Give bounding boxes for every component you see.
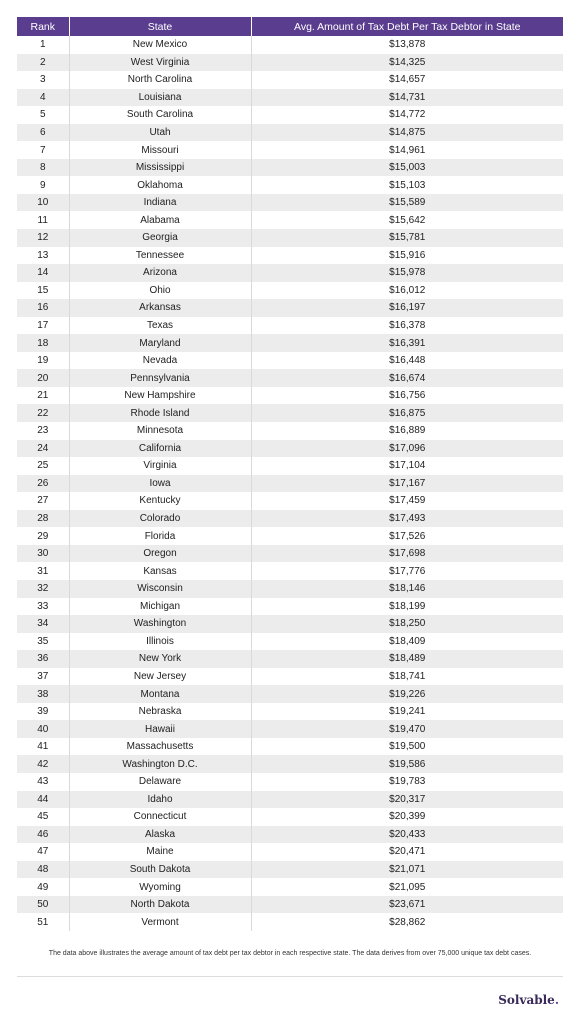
amount-cell: $17,776 — [251, 562, 563, 580]
state-cell: Florida — [69, 527, 251, 545]
rank-cell: 12 — [17, 229, 69, 247]
state-cell: Alaska — [69, 826, 251, 844]
state-cell: Georgia — [69, 229, 251, 247]
rank-cell: 8 — [17, 159, 69, 177]
rank-cell: 38 — [17, 685, 69, 703]
rank-cell: 22 — [17, 404, 69, 422]
state-cell: Massachusetts — [69, 738, 251, 756]
state-cell: Connecticut — [69, 808, 251, 826]
rank-cell: 17 — [17, 317, 69, 335]
amount-cell: $16,012 — [251, 282, 563, 300]
rank-cell: 45 — [17, 808, 69, 826]
table-row — [17, 71, 563, 89]
ranking-table-container — [17, 17, 563, 931]
state-cell: South Carolina — [69, 106, 251, 124]
amount-cell: $16,391 — [251, 334, 563, 352]
state-cell: Delaware — [69, 773, 251, 791]
rank-cell: 28 — [17, 510, 69, 528]
table-row — [17, 650, 563, 668]
amount-cell: $15,103 — [251, 176, 563, 194]
table-row — [17, 615, 563, 633]
state-cell: New Mexico — [69, 36, 251, 54]
state-cell: Louisiana — [69, 89, 251, 107]
amount-cell: $17,167 — [251, 475, 563, 493]
footnote: The data above illustrates the average amount of tax debt per tax debtor in each respective state. The data derives from over 75,000 unique tax debt cases. — [48, 950, 532, 957]
rank-cell: 33 — [17, 598, 69, 616]
state-cell: New Hampshire — [69, 387, 251, 405]
table-row — [17, 282, 563, 300]
amount-cell: $20,433 — [251, 826, 563, 844]
amount-cell: $21,071 — [251, 861, 563, 879]
state-cell: California — [69, 440, 251, 458]
table-row — [17, 913, 563, 931]
state-cell: Washington — [69, 615, 251, 633]
rank-cell: 19 — [17, 352, 69, 370]
state-cell: Hawaii — [69, 720, 251, 738]
amount-cell: $20,471 — [251, 843, 563, 861]
rank-cell: 27 — [17, 492, 69, 510]
amount-cell: $23,671 — [251, 896, 563, 914]
table-row — [17, 404, 563, 422]
amount-cell: $18,741 — [251, 668, 563, 686]
table-row — [17, 141, 563, 159]
table-row — [17, 106, 563, 124]
state-cell: Maine — [69, 843, 251, 861]
amount-cell: $20,399 — [251, 808, 563, 826]
solvable-logo — [498, 993, 559, 1007]
tax-debt-ranking-table — [17, 17, 563, 931]
state-cell: Colorado — [69, 510, 251, 528]
rank-cell: 41 — [17, 738, 69, 756]
amount-column-header: Avg. Amount of Tax Debt Per Tax Debtor in State — [251, 17, 563, 36]
amount-cell: $15,781 — [251, 229, 563, 247]
rank-cell: 37 — [17, 668, 69, 686]
rank-cell: 49 — [17, 878, 69, 896]
state-cell: North Dakota — [69, 896, 251, 914]
state-cell: Alabama — [69, 211, 251, 229]
amount-cell: $17,493 — [251, 510, 563, 528]
table-row — [17, 755, 563, 773]
rank-cell: 15 — [17, 282, 69, 300]
rank-cell: 31 — [17, 562, 69, 580]
amount-cell: $19,226 — [251, 685, 563, 703]
rank-cell: 4 — [17, 89, 69, 107]
amount-cell: $18,409 — [251, 633, 563, 651]
table-row — [17, 334, 563, 352]
rank-cell: 51 — [17, 913, 69, 931]
divider — [17, 976, 563, 977]
rank-cell: 20 — [17, 369, 69, 387]
state-column-header: State — [69, 17, 251, 36]
table-row — [17, 527, 563, 545]
rank-cell: 34 — [17, 615, 69, 633]
rank-cell: 32 — [17, 580, 69, 598]
rank-cell: 21 — [17, 387, 69, 405]
amount-cell: $17,104 — [251, 457, 563, 475]
rank-cell: 7 — [17, 141, 69, 159]
table-row — [17, 580, 563, 598]
amount-cell: $14,875 — [251, 124, 563, 142]
table-row — [17, 36, 563, 54]
state-cell: New Jersey — [69, 668, 251, 686]
table-row — [17, 633, 563, 651]
table-row — [17, 826, 563, 844]
state-cell: Kansas — [69, 562, 251, 580]
state-cell: Idaho — [69, 791, 251, 809]
table-row — [17, 176, 563, 194]
rank-cell: 29 — [17, 527, 69, 545]
state-cell: Missouri — [69, 141, 251, 159]
state-cell: West Virginia — [69, 54, 251, 72]
state-cell: Arizona — [69, 264, 251, 282]
table-row — [17, 720, 563, 738]
amount-cell: $16,378 — [251, 317, 563, 335]
table-row — [17, 422, 563, 440]
table-row — [17, 264, 563, 282]
rank-cell: 1 — [17, 36, 69, 54]
table-row — [17, 317, 563, 335]
amount-cell: $14,731 — [251, 89, 563, 107]
amount-cell: $19,500 — [251, 738, 563, 756]
table-row — [17, 545, 563, 563]
amount-cell: $18,146 — [251, 580, 563, 598]
state-cell: Illinois — [69, 633, 251, 651]
amount-cell: $16,889 — [251, 422, 563, 440]
rank-cell: 2 — [17, 54, 69, 72]
rank-cell: 48 — [17, 861, 69, 879]
amount-cell: $19,783 — [251, 773, 563, 791]
rank-cell: 5 — [17, 106, 69, 124]
rank-cell: 10 — [17, 194, 69, 212]
rank-cell: 24 — [17, 440, 69, 458]
table-row — [17, 89, 563, 107]
amount-cell: $19,470 — [251, 720, 563, 738]
state-cell: Wisconsin — [69, 580, 251, 598]
table-row — [17, 352, 563, 370]
amount-cell: $18,489 — [251, 650, 563, 668]
header-row — [17, 17, 563, 36]
table-row — [17, 457, 563, 475]
state-cell: Tennessee — [69, 247, 251, 265]
state-cell: Rhode Island — [69, 404, 251, 422]
state-cell: Oklahoma — [69, 176, 251, 194]
rank-cell: 50 — [17, 896, 69, 914]
state-cell: Washington D.C. — [69, 755, 251, 773]
table-row — [17, 229, 563, 247]
amount-cell: $15,589 — [251, 194, 563, 212]
state-cell: North Carolina — [69, 71, 251, 89]
table-row — [17, 738, 563, 756]
amount-cell: $18,250 — [251, 615, 563, 633]
state-cell: Vermont — [69, 913, 251, 931]
table-row — [17, 299, 563, 317]
amount-cell: $17,096 — [251, 440, 563, 458]
table-row — [17, 387, 563, 405]
table-row — [17, 668, 563, 686]
rank-cell: 39 — [17, 703, 69, 721]
rank-cell: 14 — [17, 264, 69, 282]
amount-cell: $14,772 — [251, 106, 563, 124]
rank-cell: 47 — [17, 843, 69, 861]
table-row — [17, 843, 563, 861]
state-cell: Minnesota — [69, 422, 251, 440]
rank-cell: 46 — [17, 826, 69, 844]
table-row — [17, 194, 563, 212]
rank-cell: 44 — [17, 791, 69, 809]
table-row — [17, 475, 563, 493]
table-row — [17, 54, 563, 72]
rank-cell: 18 — [17, 334, 69, 352]
rank-cell: 43 — [17, 773, 69, 791]
state-cell: Mississippi — [69, 159, 251, 177]
amount-cell: $19,586 — [251, 755, 563, 773]
rank-cell: 26 — [17, 475, 69, 493]
rank-column-header: Rank — [17, 17, 69, 36]
table-row — [17, 211, 563, 229]
table-row — [17, 773, 563, 791]
state-cell: Wyoming — [69, 878, 251, 896]
logo-text: Solvable — [498, 993, 555, 1007]
rank-cell: 13 — [17, 247, 69, 265]
amount-cell: $16,875 — [251, 404, 563, 422]
table-row — [17, 878, 563, 896]
state-cell: New York — [69, 650, 251, 668]
table-row — [17, 492, 563, 510]
table-row — [17, 685, 563, 703]
state-cell: Utah — [69, 124, 251, 142]
table-body — [17, 36, 563, 931]
table-row — [17, 510, 563, 528]
amount-cell: $16,756 — [251, 387, 563, 405]
state-cell: Iowa — [69, 475, 251, 493]
rank-cell: 40 — [17, 720, 69, 738]
amount-cell: $21,095 — [251, 878, 563, 896]
rank-cell: 9 — [17, 176, 69, 194]
state-cell: Kentucky — [69, 492, 251, 510]
table-row — [17, 896, 563, 914]
state-cell: South Dakota — [69, 861, 251, 879]
rank-cell: 30 — [17, 545, 69, 563]
state-cell: Virginia — [69, 457, 251, 475]
table-row — [17, 369, 563, 387]
amount-cell: $16,448 — [251, 352, 563, 370]
rank-cell: 42 — [17, 755, 69, 773]
amount-cell: $17,459 — [251, 492, 563, 510]
rank-cell: 16 — [17, 299, 69, 317]
amount-cell: $15,003 — [251, 159, 563, 177]
state-cell: Nevada — [69, 352, 251, 370]
table-row — [17, 598, 563, 616]
rank-cell: 3 — [17, 71, 69, 89]
state-cell: Michigan — [69, 598, 251, 616]
logo-dot: . — [554, 993, 559, 1007]
state-cell: Indiana — [69, 194, 251, 212]
state-cell: Pennsylvania — [69, 369, 251, 387]
state-cell: Nebraska — [69, 703, 251, 721]
state-cell: Arkansas — [69, 299, 251, 317]
amount-cell: $16,674 — [251, 369, 563, 387]
table-row — [17, 159, 563, 177]
amount-cell: $15,916 — [251, 247, 563, 265]
state-cell: Oregon — [69, 545, 251, 563]
rank-cell: 6 — [17, 124, 69, 142]
amount-cell: $13,878 — [251, 36, 563, 54]
state-cell: Ohio — [69, 282, 251, 300]
amount-cell: $14,657 — [251, 71, 563, 89]
amount-cell: $15,642 — [251, 211, 563, 229]
rank-cell: 35 — [17, 633, 69, 651]
table-row — [17, 124, 563, 142]
table-header — [17, 17, 563, 36]
state-cell: Maryland — [69, 334, 251, 352]
amount-cell: $19,241 — [251, 703, 563, 721]
rank-cell: 23 — [17, 422, 69, 440]
amount-cell: $18,199 — [251, 598, 563, 616]
amount-cell: $16,197 — [251, 299, 563, 317]
table-row — [17, 791, 563, 809]
table-row — [17, 440, 563, 458]
amount-cell: $28,862 — [251, 913, 563, 931]
table-row — [17, 861, 563, 879]
table-row — [17, 247, 563, 265]
state-cell: Montana — [69, 685, 251, 703]
amount-cell: $17,698 — [251, 545, 563, 563]
amount-cell: $20,317 — [251, 791, 563, 809]
table-row — [17, 703, 563, 721]
rank-cell: 11 — [17, 211, 69, 229]
state-cell: Texas — [69, 317, 251, 335]
amount-cell: $15,978 — [251, 264, 563, 282]
rank-cell: 25 — [17, 457, 69, 475]
table-row — [17, 808, 563, 826]
amount-cell: $14,961 — [251, 141, 563, 159]
rank-cell: 36 — [17, 650, 69, 668]
amount-cell: $14,325 — [251, 54, 563, 72]
table-row — [17, 562, 563, 580]
amount-cell: $17,526 — [251, 527, 563, 545]
